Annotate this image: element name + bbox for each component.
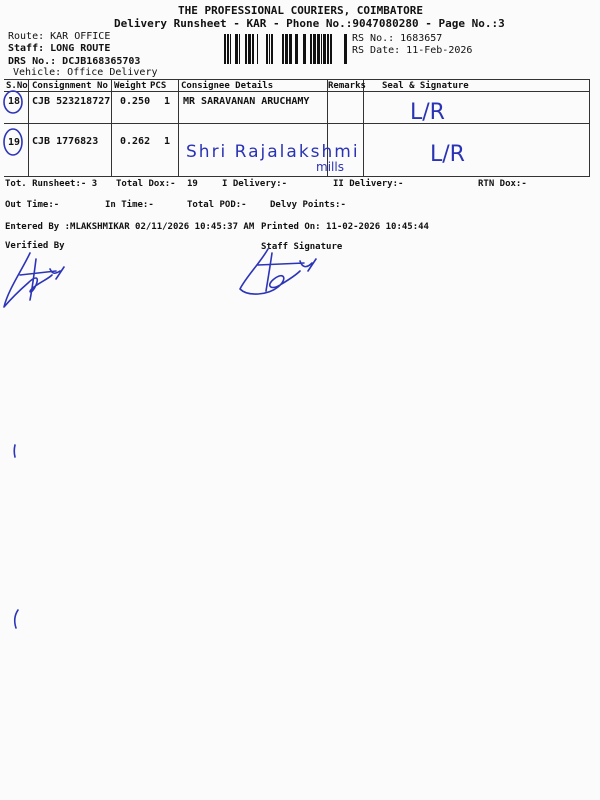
header-weight: Weight xyxy=(114,81,147,91)
row-weight: 0.262 xyxy=(120,136,151,147)
row-sno: 19 xyxy=(8,137,21,148)
header-sno: S.No xyxy=(6,81,28,91)
staff-label: Staff: LONG ROUTE xyxy=(8,43,111,54)
i-delivery: I Delivery:- xyxy=(222,179,288,189)
route-label: Route: KAR OFFICE xyxy=(8,31,111,42)
row-pcs: 1 xyxy=(164,96,171,107)
total-runsheet: Tot. Runsheet:- 3 xyxy=(5,179,98,189)
rtn-dox: RTN Dox:- xyxy=(478,179,527,189)
row-consignment: CJB 1776823 xyxy=(32,136,99,147)
company-name: THE PROFESSIONAL COURIERS, COIMBATORE xyxy=(178,4,424,17)
verified-by-label: Verified By xyxy=(5,241,65,251)
row-seal-handwritten: L/R xyxy=(410,100,445,125)
header-consignment: Consignment No xyxy=(32,81,108,91)
rs-date: RS Date: 11-Feb-2026 xyxy=(352,45,473,56)
drs-number: DRS No.: DCJB168365703 xyxy=(8,56,141,67)
row-consignment: CJB 523218727 xyxy=(32,96,111,107)
entered-by: Entered By :MLAKSHMIKAR 02/11/2026 10:45:37 AM xyxy=(5,222,255,232)
header-pcs: PCS xyxy=(150,81,167,91)
ii-delivery: II Delivery:- xyxy=(333,179,404,189)
printed-on: Printed On: 11-02-2026 10:45:44 xyxy=(261,222,429,232)
row-sno: 18 xyxy=(8,96,21,107)
row-consignee: MR SARAVANAN ARUCHAMY xyxy=(183,96,310,107)
row-weight: 0.250 xyxy=(120,96,151,107)
total-dox-value: 19 xyxy=(187,179,198,189)
header-consignee: Consignee Details xyxy=(181,81,274,91)
staff-signature-label: Staff Signature xyxy=(261,242,343,252)
row-pcs: 1 xyxy=(164,136,171,147)
in-time: In Time:- xyxy=(105,200,154,210)
total-pod: Total POD:- xyxy=(187,200,247,210)
total-dox-label: Total Dox:- xyxy=(116,179,176,189)
header-remarks: Remarks xyxy=(328,81,366,91)
vehicle-label: Vehicle: Office Delivery xyxy=(13,67,158,78)
handwritten-consignee: Shri Rajalakshmi xyxy=(186,142,360,162)
rs-number: RS No.: 1683657 xyxy=(352,33,443,44)
runsheet-title: Delivery Runsheet - KAR - Phone No.:9047080280 - Page No.:3 xyxy=(114,17,505,30)
header-seal: Seal & Signature xyxy=(382,81,469,91)
out-time: Out Time:- xyxy=(5,200,60,210)
delvy-points: Delvy Points:- xyxy=(270,200,346,210)
handwritten-consignee-line2: mills xyxy=(316,160,344,174)
row-seal-handwritten: L/R xyxy=(430,142,465,167)
